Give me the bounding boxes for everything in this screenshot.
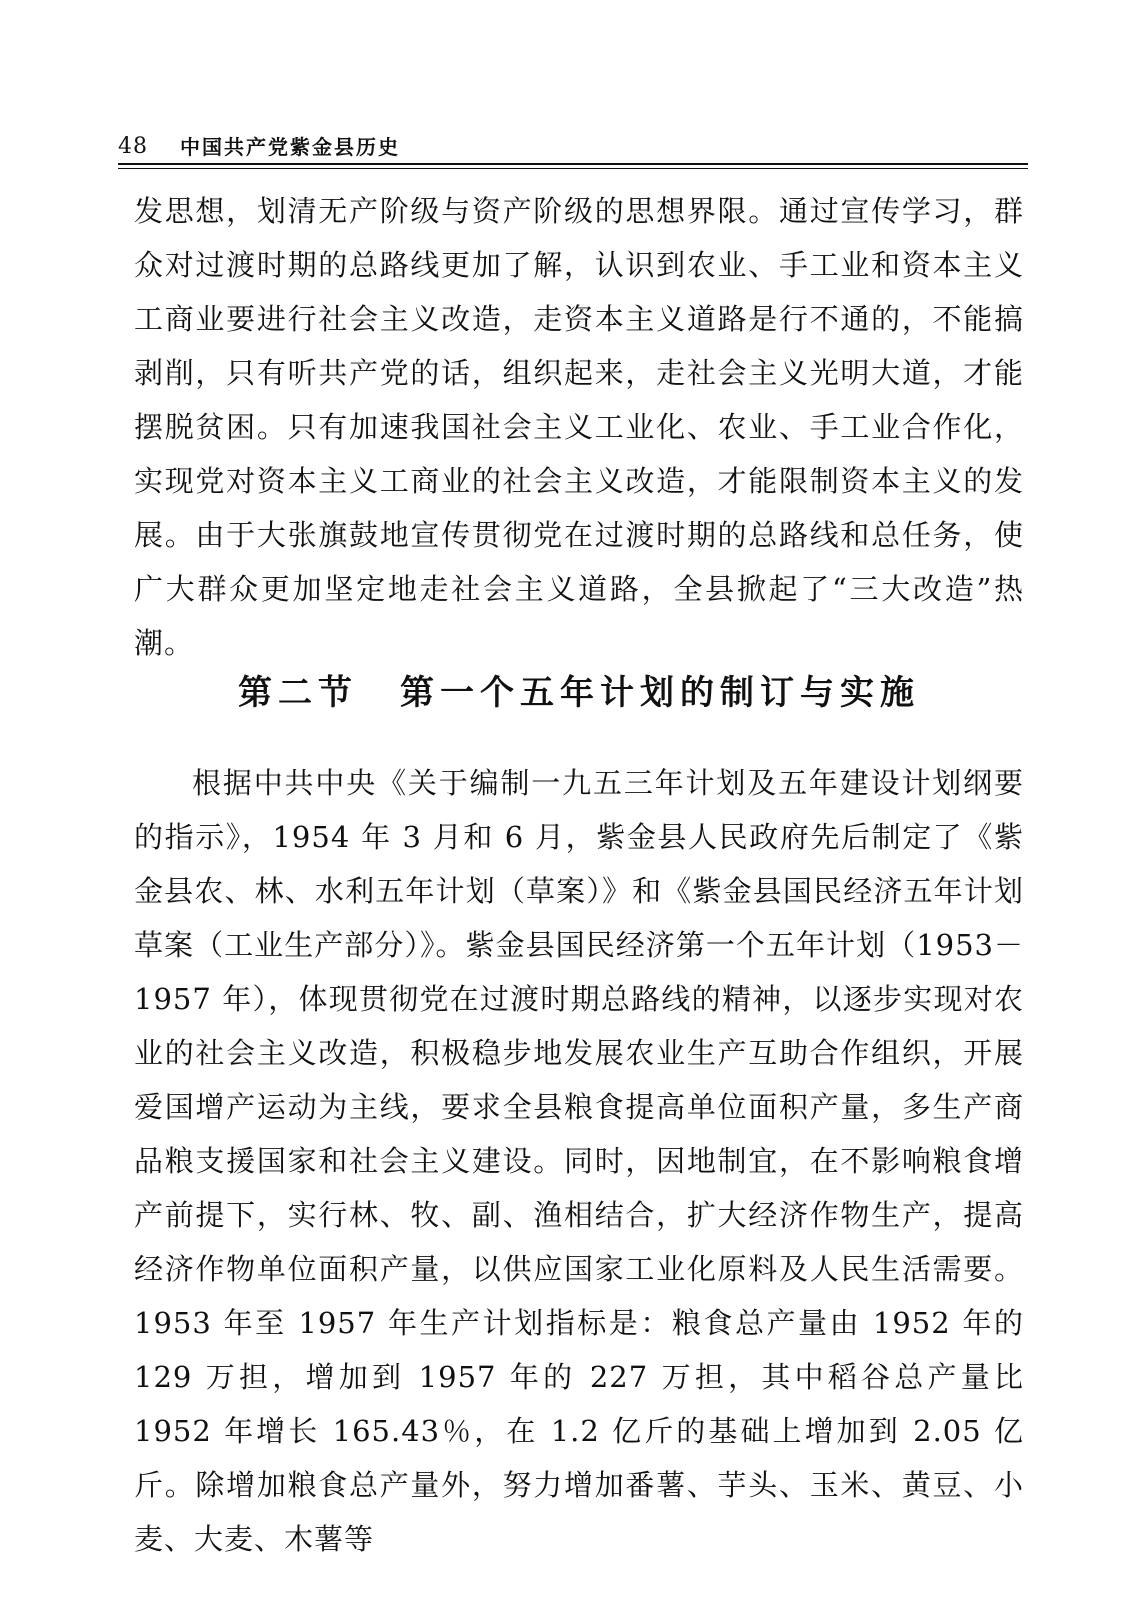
paragraph-continued: 发思想，划清无产阶级与资产阶级的思想界限。通过宣传学习，群众对过渡时期的总路线更加了解，认识到农业、手工业和资本主义工商业要进行社会主义改造，走资本主义道路是行不通的，不能搞剥削，只有听共产党的话，组织起来，走社会主义光明大道，才能摆脱贫困。只有加速我国社会主义工业化、农业、手工业合作化，实现党对资本主义工商业的社会主义改造，才能限制资本主义的发展。由于大张旗鼓地宣传贯彻党在过渡时期的总路线和总任务，使广大群众更加坚定地走社会主义道路，全县掀起了“三大改造”热潮。 bbox=[134, 194, 1024, 660]
book-title: 中国共产党紫金县历史 bbox=[180, 135, 400, 159]
page-number: 48 bbox=[118, 134, 148, 159]
section-number: 第二节 bbox=[238, 673, 358, 713]
section-title: 第一个五年计划的制订与实施 bbox=[400, 673, 920, 713]
running-header bbox=[118, 132, 1028, 162]
paragraph-five-year-plan: 根据中共中央《关于编制一九五三年计划及五年建设计划纲要的指示》，1954 年 3 月和 6 月，紫金县人民政府先后制定了《紫金县农、林、水利五年计划（草案）》和《紫金县国民经济五年计划草案（工业生产部分）》。紫金县国民经济第一个五年计划（1953－1957 年），体现贯彻党在过渡时期总路线的精神，以逐步实现对农业的社会主义改造，积极稳步地发展农业生产互助合作组织，开展爱国增产运动为主线，要求全县粮食提高单位面积产量，多生产商品粮支援国家和社会主义建设。同时，因地制宜，在不影响粮食增产前提下，实行林、牧、副、渔相结合，扩大经济作物生产，提高经济作物单位面积产量，以供应国家工业化原料及人民生活需要。1953 年至 1957 年生产计划指标是：粮食总产量由 1952 年的 129 万担，增加到 1957 年的 227 万担，其中稻谷总产量比 1952 年增长 165.43％，在 1.2 亿斤的基础上增加到 2.05 亿斤。除增加粮食总产量外，努力增加番薯、芋头、玉米、黄豆、小麦、大麦、木薯等 bbox=[134, 766, 1024, 1556]
header-rule-thick bbox=[118, 163, 1028, 165]
header-rule-thin bbox=[118, 168, 1028, 169]
section-heading bbox=[134, 668, 1024, 718]
